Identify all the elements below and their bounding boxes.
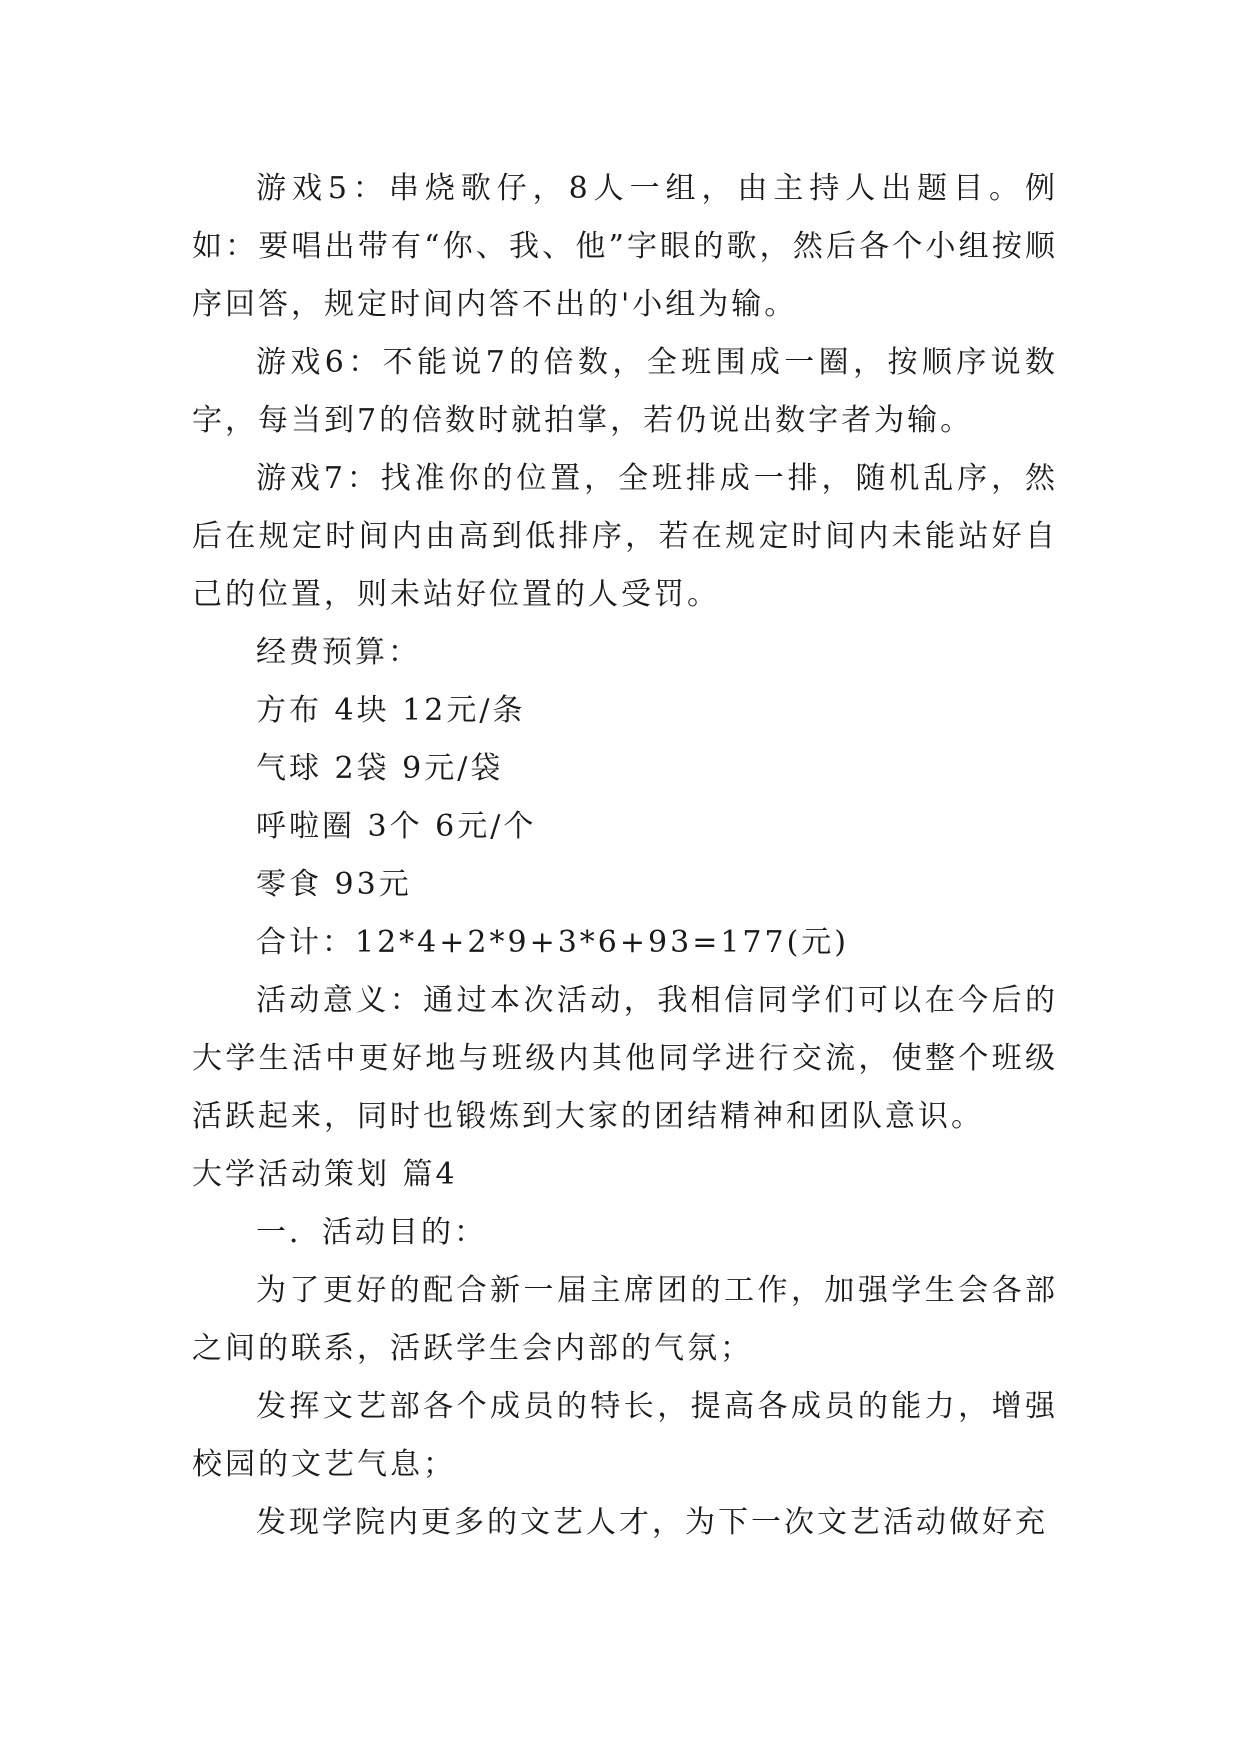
paragraph-purpose-3: 发现学院内更多的文艺人才，为下一次文艺活动做好充 <box>256 1505 1048 1540</box>
paragraph-game6: 游戏6：不能说7的倍数，全班围成一圈，按顺序说数字，每当到7的倍数时就拍掌，若仍说出数字者为输。 <box>192 345 1058 438</box>
budget-item-balloon: 气球 2袋 9元/袋 <box>256 751 504 786</box>
budget-item-cloth: 方布 4块 12元/条 <box>256 693 526 728</box>
section-heading: 大学活动策划 篇4 <box>192 1157 458 1192</box>
budget-title: 经费预算： <box>256 635 421 670</box>
budget-item-hoop: 呼啦圈 3个 6元/个 <box>256 809 537 844</box>
paragraph-game7: 游戏7：找准你的位置，全班排成一排，随机乱序，然后在规定时间内由高到低排序，若在规定时间内未能站好自己的位置，则未站好位置的人受罚。 <box>192 461 1058 612</box>
document-body <box>192 160 1058 1552</box>
paragraph-activity-meaning: 活动意义：通过本次活动，我相信同学们可以在今后的大学生活中更好地与班级内其他同学进行交流，使整个班级活跃起来，同时也锻炼到大家的团结精神和团队意识。 <box>192 983 1058 1134</box>
paragraph-purpose-1: 为了更好的配合新一届主席团的工作，加强学生会各部之间的联系，活跃学生会内部的气氛； <box>192 1273 1058 1366</box>
purpose-title: 一．活动目的： <box>256 1215 487 1250</box>
paragraph-purpose-2: 发挥文艺部各个成员的特长，提高各成员的能力，增强校园的文艺气息； <box>192 1389 1058 1482</box>
paragraph-game5: 游戏5：串烧歌仔，8人一组，由主持人出题目。例如：要唱出带有“你、我、他”字眼的歌，然后各个小组按顺序回答，规定时间内答不出的'小组为输。 <box>192 171 1058 322</box>
budget-item-snacks: 零食 93元 <box>256 867 412 902</box>
budget-total: 合计：12*4+2*9+3*6+93=177(元) <box>256 925 849 960</box>
